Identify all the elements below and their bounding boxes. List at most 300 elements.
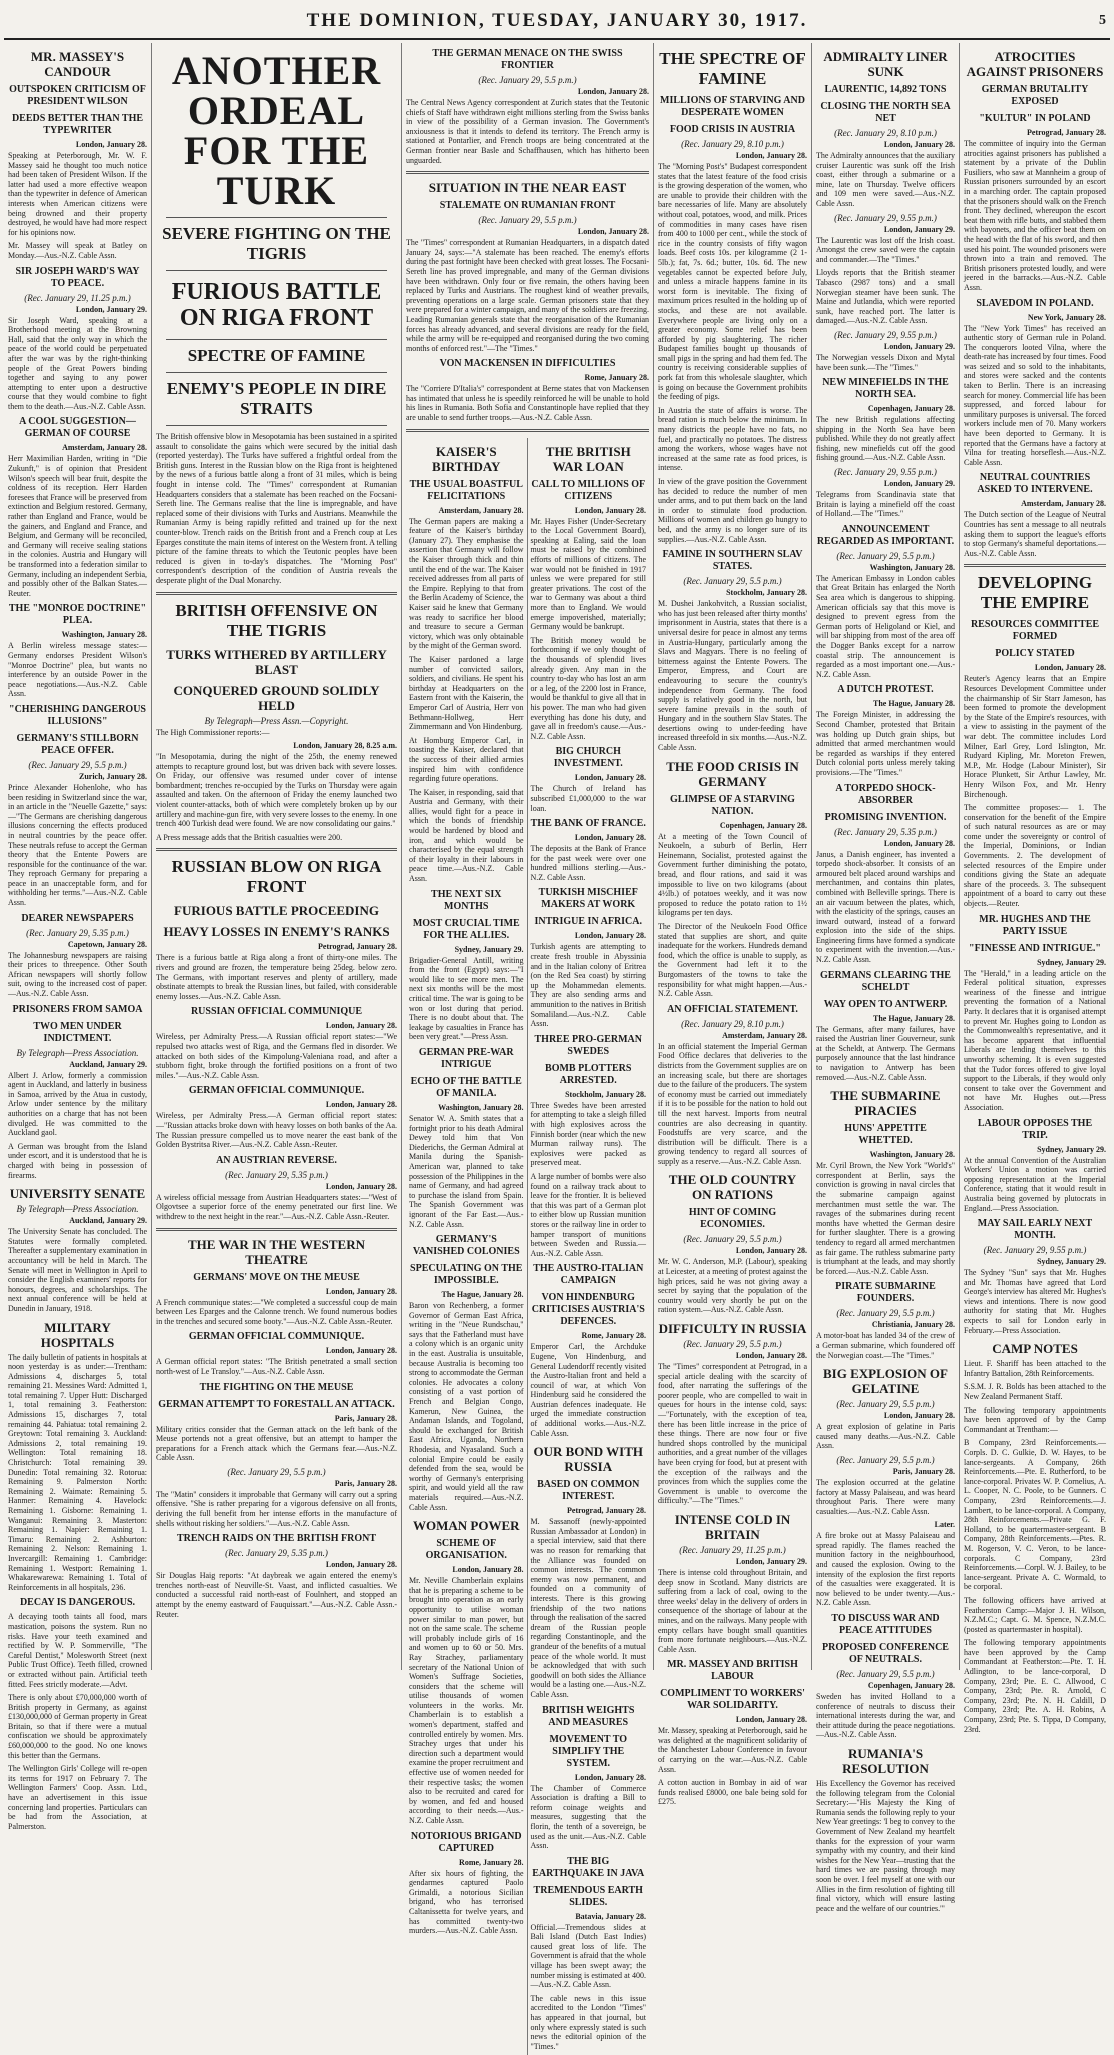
dateline: Rome, January 28.	[584, 373, 649, 383]
headline: THE "MONROE DOCTRINE" PLEA.	[8, 603, 147, 627]
dateline: London, January 28.	[883, 838, 955, 848]
dateline: Sydney, January 29.	[454, 944, 524, 954]
article-paragraph: At a meeting of the Town Council of Neukoeln, a suburb of Berlin, Herr Heinemann, Socialist, protested against the Government further diminishing the potato, bread, and flour rations, and said it was impossible to live on two kilograms (about 4½lb.) of potatoes weekly, and it was now proposed to reduce the potato ration to 1½ kilograms per ten days.	[658, 831, 807, 918]
dateline: London, January 28.	[574, 1772, 646, 1782]
headline: GERMAN OFFICIAL COMMUNIQUE.	[188, 1331, 365, 1343]
received-line: By Telegraph—Press Association.	[16, 1047, 139, 1058]
headline: THE BIG EARTHQUAKE IN JAVA	[532, 1855, 645, 1879]
article-paragraph: A Press message adds that the British casualties were 200.	[156, 832, 343, 842]
headline: GERMAN BRUTALITY EXPOSED	[981, 84, 1089, 107]
headline: GLIMPSE OF A STARVING NATION.	[670, 793, 795, 817]
article-paragraph: The following temporary appointments have been approved by the Camp Commandant at Featherston:—Pte. T. H. Adlington, to be lance-corporal, D Company, 23rd; Pte. E. C. Allwood, C Company, 23rd; Pte. R. Arnold, C Company, 23rd; Pte. N. H. Caldill, D Company, 23rd; Pte. A. H. Robins, A Company, 23rd; Pte. S. Tippa, D Company, 23rd.	[964, 1638, 1106, 1734]
article-paragraph: The cable news in this issue accredited to the London "Times" has appeared in that journal, but only where expressly stated is such news the editorial opinion of the "Times."	[530, 1993, 646, 2051]
headline: MILITARY HOSPITALS	[40, 1319, 115, 1350]
article-paragraph: Sir Douglas Haig reports: "At daybreak we again entered the enemy's trenches north-east of Neuville-St. Vaast, and inflicted casualties. We conducted a successful raid north-east of Foulnhert, and stopped an attempt by the enemy eastward of Fauquissart."—Aus.-N.Z. Cable Assn.-Reuter.	[156, 1571, 397, 1619]
article-paragraph: Herr Maximilian Harden, writing in "Die Zukunft," is of opinion that President Wilson's speech will bear fruit, despite the coldness of its reception. Herr Harden foresees that France will be preserved from extinction and Belgium restored. Germany, rather than England and France, would be the gainers, and England and France, and Belgium, and Germany will be reconciled, and Germany will receive sealing stations in the colonies. Austria and Hungary will be transformed into a federation similar to Germany, including an independent Serbia, and possibly other of the Balkan States.—Reuter.	[8, 454, 147, 598]
columns	[4, 43, 1110, 2051]
dateline: London, January 29.	[735, 1556, 807, 1566]
headline: THE NEXT SIX MONTHS	[431, 888, 502, 912]
headline: FURIOUS BATTLE ON RIGA FRONT	[171, 279, 382, 331]
dateline: Stockholm, January 28.	[726, 588, 807, 598]
article-paragraph: Wireless, per Admiralty Press.—A German official report states:—"Russian attacks broke down with heavy losses on both banks of the Aa. The Russian pressure compelled us to move nearer the east bank of the Golden Bystritsa River.—Aus.-N.Z. Cable Assn.-Reuter.	[156, 1111, 397, 1150]
article-paragraph: The High Commissioner reports:—	[156, 727, 270, 737]
article-paragraph: His Excellency the Governor has received the following telegram from the Colonial Secretary:—"His Majesty the King of Rumania sends the following reply to your New Year greetings: 'I beg to convey to the Government of New Zealand my heartfelt thanks for the expression of your warm sympathy with my country, and their kind wishes for the New Year—trusting that the hard times we are passing through may soon be over. I feel myself at one with our Allies in the firm resolution of fighting till final victory, which will ensure lasting peace and the welfare of our countries.'"	[816, 1779, 955, 1913]
article-paragraph: Turkish agents are attempting to create fresh trouble in Abyssinia and in the Italian colony of Eritrea (on the Red Sea coast) by stirring up the Mohammedan elements. They are also sending arms and ammunition to the natives in British Somaliland.—Aus.-N.Z. Cable Assn.	[530, 942, 646, 1029]
headline: BRITISH WEIGHTS AND MEASURES	[542, 1704, 635, 1728]
dateline: London, January 28.	[735, 1246, 807, 1256]
dateline: Paris, January 28.	[892, 1466, 955, 1476]
article-paragraph: A fire broke out at Massy Palaiseau and spread rapidly. The flames reached the munition factory in the neighbourhood, and caused the explosion. Owing to the intensity of the explosion the first reports of the casualties were exaggerated. It is now believed to be under twenty.—Aus.-N.Z. Cable Assn.	[816, 1531, 955, 1608]
article-paragraph: Emperor Carl, the Archduke Eugene, Von Hindenburg, and General Ludendorff recently visited the Austro-Italian front and held a council of war, at which Von Hindenburg said he considered the Austrian defences inadequate. He urged the immediate construction of additional works.—Aus.-N.Z. Cable Assn.	[530, 1342, 646, 1438]
headline: NEUTRAL COUNTRIES ASKED TO INTERVENE.	[977, 472, 1093, 496]
headline: ATROCITIES AGAINST PRISONERS	[966, 49, 1104, 79]
article-paragraph: Mr. Cyril Brown, the New York "World's" correspondent at Berlin, says the conviction is growing in naval circles that the submarine campaign against merchantmen must settle the war. The ravages of the submarines during recent months have whetted the German desire for further slaughter. There is a growing tendency to regard all armed merchantmen as fair game. The ruthless submarine party is triumphant at the leads, and may shortly be forced.—Aus.-N.Z. Cable Assn.	[816, 1161, 955, 1276]
article-paragraph: The Laurentic was lost off the Irish coast. Amongst the crew saved were the captain and commander.—The "Times."	[816, 235, 955, 264]
dateline: London, January 28.	[1034, 663, 1106, 673]
section-divider	[964, 564, 1106, 567]
headline: GERMANY'S VANISHED COLONIES	[412, 1234, 520, 1258]
article-paragraph: The committee proposes:— 1. The conservation for the benefit of the Empire of such natural resources as are or may come under the sovereignty or control of the Imperial, Dominions, or Indian Governments. 2. The development of selected resources of the Empire under conditions giving the State an adequate share of the proceeds. 3. The subsequent appointment of a board to carry out these objects.—Reuter.	[964, 803, 1106, 909]
dateline: London, January 28.	[574, 931, 646, 941]
headline: WAY OPEN TO ANTWERP.	[823, 998, 948, 1010]
article-paragraph: A German was brought from the Island under escort, and it is understood that he is charged with being in possession of firearms.	[8, 1141, 147, 1180]
headline: MOST CRUCIAL TIME FOR THE ALLIES.	[412, 917, 520, 941]
article-paragraph: The University Senate has concluded. The Statutes were formally completed. Thereafter a supplementary examination in accountancy will be held in March. The Senate will meet in Wellington in April to consider the English examiners' reports for honours, degrees, and scholarships. The next annual conference will be held at Dunedin in January, 1918.	[8, 1227, 147, 1313]
received-line: (Rec. January 29, 8.10 p.m.)	[681, 139, 784, 149]
article-paragraph: A large number of bombs were also found on a railway track about to leave for the frontier. It is believed that this was part of a German plot to either blow up Russian munition stores or the railway line in order to hamper transport of munitions between Sweden and Russia.—Aus.-N.Z. Cable Assn.	[530, 1171, 646, 1258]
dateline: Washington, January 28.	[869, 1150, 955, 1160]
article-paragraph: The "New York Times" has received an authentic story of German rule in Poland. The conquerors looted Vilna, where the death-rate has increased by four times. Food was seized and so sold to the inhabitants, and stores were sacked and the contents taken to Berlin. There is an increasing search for money. Commercial life has been suppressed, and forced labour for unmilitary purposes is universal. The forced workers include men of 70. Many workers have been deported to Germany. It is reported that the Germans have a factory at Vilna for treating horseflesh.—Aus.-N.Z. Cable Assn.	[964, 323, 1106, 467]
dateline: Later.	[934, 1520, 955, 1530]
headline: CLOSING THE NORTH SEA NET	[820, 101, 951, 124]
headline: SIR JOSEPH WARD'S WAY TO PEACE.	[15, 265, 140, 289]
headline: TO DISCUSS WAR AND PEACE ATTITUDES	[831, 1613, 940, 1637]
dateline: Amsterdam, January 28.	[438, 505, 524, 515]
received-line: By Telegraph—Press Association.	[16, 1204, 139, 1215]
headline: NOTORIOUS BRIGAND CAPTURED	[410, 1830, 522, 1854]
headline: THE FOOD CRISIS IN GERMANY	[666, 758, 799, 789]
headline: THE SUBMARINE PIRACIES	[830, 1088, 941, 1119]
article-paragraph: In view of the grave position the Government has decided to reduce the number of men under arms, and to put them back on the land in order to stimulate food production. Millions of women and children go hungry to bed, and the army is no longer sure of its supplies.—Aus.-N.Z. Cable Assn.	[658, 477, 807, 544]
headline: CAMP NOTES	[992, 1341, 1078, 1357]
dateline: Stockholm, January 28.	[565, 1089, 646, 1099]
dateline: Zurich, January 28.	[78, 771, 147, 781]
article-paragraph: Mr. W. C. Anderson, M.P. (Labour), speaking at Leicester, at a meeting of protest against the high prices, said he was not giving away a secret by saying that the population of the country would very shortly be put on the ration system.—Aus.-N.Z. Cable Assn.	[658, 1257, 807, 1315]
headline: VON HINDENBURG CRITICISES AUSTRIA'S DEFENCES.	[531, 1292, 645, 1328]
headline: GERMANS CLEARING THE SCHELDT	[820, 969, 951, 993]
column-3-top	[406, 48, 649, 432]
column-3-split	[406, 438, 649, 2055]
headline: THE AUSTRO-ITALIAN CAMPAIGN	[533, 1263, 644, 1287]
headline: THE WAR IN THE WESTERN THEATRE	[187, 1236, 365, 1267]
dateline: London, January 28.	[325, 1021, 397, 1031]
article-paragraph: Janus, a Danish engineer, has invented a torpedo shock-absorber. It consists of an armoured belt placed around warships and merchantmen, and contains thin plates, combined with Belleville springs. There is an air vacuum between the plates, which, with the elasticity of the springs, causes an inward outward, instead of a forward explosion into the side of the ships. Engineering firms have formed a syndicate to experiment with the invention.—Aus.-N.Z. Cable Assn.	[816, 849, 955, 965]
dateline: Amsterdam, January 28.	[1021, 499, 1106, 509]
article-paragraph: M. Sassanoff (newly-appointed Russian Ambassador at London) in a special interview, said that there was no reason for remarking that the Alliance was founded on common interests. The common enemy was now permanent, and founded on a community of interests. There is this growing friendship of the two nations through the realisation of the sacred dream of the Russian people regarding Constantinople, and the grandeur of the benefits of a mutual peace of the whole world. It must be acknowledged that with such goodwill on both sides the Alliance would be a lasting one.—Aus.-N.Z. Cable Assn.	[530, 1517, 646, 1699]
article-paragraph: Mr. Massey will speak at Batley on Monday.—Aus.-N.Z. Cable Assn.	[8, 241, 147, 260]
received-line: (Rec. January 29, 5.5 p.m.)	[478, 215, 577, 226]
headline: MR. HUGHES AND THE PARTY ISSUE	[979, 913, 1091, 937]
article-paragraph: The British money would be forthcoming if we only thought of the thousands of splendid lives already given. Any man in the country to-day who has lost an arm or a leg, of the 2200 lost in France, would be thankful to give all that in his power. The man who had given everything has done his duty, and gave all in freedom's cause.—Aus.-N.Z. Cable Assn.	[530, 635, 646, 741]
dateline: London, January 28.	[574, 505, 646, 515]
article-paragraph: The "Matin" considers it improbable that Germany will carry out a spring offensive. "She is rather preparing for a vigorous defensive on all fronts, deriving the full benefit from her intense efforts in the manufacture of shells without risking her soldiers."—Aus.-N.Z. Cable Assn.	[156, 1489, 397, 1528]
headline: TRENCH RAIDS ON THE BRITISH FRONT	[176, 1533, 377, 1545]
dateline: London, January 29.	[883, 479, 955, 489]
dateline: Copenhagen, January 28.	[867, 1681, 955, 1691]
dateline: Paris, January 28.	[334, 1413, 397, 1423]
article-paragraph: The Germans, after many failures, have raised the Austrian liner Gouverneur, sunk at the Scheldt, at Antwerp. The Germans purposely announce that the last hindrance to navigation to Antwerp has been removed.—Aus.-N.Z. Cable Assn.	[816, 1024, 955, 1082]
dateline: Sydney, January 29.	[1037, 957, 1106, 967]
dateline: London, January 28.	[75, 140, 147, 149]
section-divider	[156, 1228, 397, 1231]
headline: MR. MASSEY AND BRITISH LABOUR	[667, 1659, 798, 1683]
article-paragraph: Baron von Rechenberg, a former Governor of German East Africa, writing in the "Neue Rundschau," says that the Fatherland must have a colony which is an organic unity in the east. Australia is unsuitable, because Australia is becoming too strong to accommodate the German colonies. He advocates a colony consisting of a vast portion of French and Belgian Congo, Kamerun, New Guinea, the Andaman Islands, and Togoland, should be exchanged for British East Africa, Uganda, Northern Rhodesia, and Nyasaland. Such a colonial Empire could be easily defended from the sea, would be worthy of Germany's enterprising spirit, and would yield all the raw materials required.—Aus.-N.Z. Cable Assn.	[409, 1301, 524, 1512]
article-paragraph: Sir Joseph Ward, speaking at a Brotherhood meeting at the Browning Hall, said that the only way in which the peace of the world could be perpetuated after the war was by the right-thinking people of the Great Powers binding together and saying to any power attempting to enter upon a destructive course that they would combine to fight them to the death.—Aus.-N.Z. Cable Assn.	[8, 315, 147, 411]
received-line: (Rec. January 29, 11.25 p.m.)	[24, 292, 131, 303]
column-3a	[406, 438, 528, 2055]
article-paragraph: The "Herald," in a leading article on the Federal political situation, expresses weariness of the finesse and intrigue preventing the formation of a National Party. It declares that it is organised attempt to prevent Mr. Hughes going to London as the Commonwealth's representative, and it has become apparent that influential Liberals are lending themselves to this unworthy scheming. It is even suggested that the Tudor forces offered to give loyal support to the Liberals, if they would only consent to take over the Government and not have Mr. Hughes out.—Press Association.	[964, 968, 1106, 1112]
article-paragraph: The explosion occurred at the gelatine factory at Massy Palaiseau, and was heard throughout Paris. There were many casualties.—Aus.-N.Z. Cable Assn.	[816, 1477, 955, 1516]
headline: BIG CHURCH INVESTMENT.	[553, 746, 623, 770]
article-paragraph: After six hours of fighting, the gendarmes captured Paolo Grimaldi, a notorious Sicilian brigand, who has terrorised Caltanissetta for twelve years, and has committed twenty-two murders.—Aus.-N.Z. Cable Assn.	[409, 1868, 524, 1936]
headline: SITUATION IN THE NEAR EAST	[428, 180, 627, 196]
headline: GERMAN PRE-WAR INTRIGUE	[418, 1046, 514, 1070]
dateline: London, January 28.	[325, 1286, 397, 1296]
column-1	[4, 43, 152, 1831]
dateline: London, January 28.	[325, 1100, 397, 1110]
article-paragraph: Wireless, per Admiralty Press.—A Russian official report states:—"We repulsed two attacks west of Riga, and the Germans fled in disorder. We attacked on both sides of the Kimpolung-Valeniana road, and after a stubborn fight, broke through the fortified positions on a front of two miles."—Aus.-N.Z. Cable Assn.	[156, 1032, 397, 1080]
article-paragraph: There is intense cold throughout Britain, and deep snow in Scotland. Many districts are suffering from a lack of coal, owing to the three weeks' delay in the delivery of orders in consequence of the shortage of labour at the mines, and on the railways. Many people with empty cellars have bought small quantities from more fortunate neighbours.—Aus.-N.Z. Cable Assn.	[658, 1567, 807, 1654]
article-paragraph: "In Mesopotamia, during the night of the 25th, the enemy renewed attempts to recapture ground lost, but was driven back with severe losses. On Friday, our offensive was resumed under cover of intense bombardment; trenches re-occupied by the Turks on Thursday were again assaulted and taken. On the afternoon of Friday the enemy launched two violent counter-attacks, both of which were completely broken up by our artillery and machine-gun fire, with very severe losses to the enemy. In one trench 400 Turkish dead were found. We are now consolidating our gains."	[156, 752, 397, 829]
article-paragraph: Lloyds reports that the British steamer Tabasco (2987 tons) and a small Norwegian steamer have been sunk. The Maine and Jutlandia, which were reported sunk, have reached port. The latter is damaged.—Aus.-N.Z. Cable Assn.	[816, 268, 955, 326]
headline: MILLIONS OF STARVING AND DESPERATE WOMEN	[660, 95, 805, 118]
article-paragraph: Senator W. A. Smith states that a fortnight prior to his death Admiral Dewey told him that Von Diederichs, the German Admiral at Manila during the Spanish-American war, planned to take possession of the Philippines in the name of Germany, and had agreed to purchase the island from Spain. The Spanish Government was ignorant of the Far East.—Aus.-N.Z. Cable Assn.	[409, 1113, 524, 1229]
article-paragraph: The American Embassy in London cables that Great Britain has enlarged the North Sea area which is dangerous to shipping. American officials say that this move is designed to prevent egress from the German ports of Heligoland or Kiel, and will bar shipping from most of the area off the Dogger Banks except for a narrow coastal strip. The announcement is regarded as a most important one.—Aus.-N.Z. Cable Assn.	[816, 573, 955, 679]
headline: PROPOSED CONFERENCE OF NEUTRALS.	[822, 1642, 949, 1666]
dateline: London, January 28.	[735, 1351, 807, 1361]
headline: DEVELOPING THE EMPIRE	[977, 573, 1093, 613]
received-line: (Rec. January 29, 5.5 p.m.)	[227, 1466, 326, 1477]
received-line: (Rec. January 29, 5.35 p.m.)	[834, 826, 937, 837]
article-paragraph: Official.—Tremendous slides at Bali Island (Dutch East Indies) caused great loss of life. The Government is afraid that the whole village has been swept away; the number missing is estimated at 400.—Aus.-N.Z. Cable Assn.	[530, 1922, 646, 1990]
dateline: London, January 28.	[325, 1560, 397, 1570]
headline: "CHERISHING DANGEROUS ILLUSIONS"	[9, 703, 146, 727]
headline: GERMAN ATTEMPT TO FORESTALL AN ATTACK.	[158, 1398, 395, 1410]
article-paragraph: The "Times" correspondent at Petrograd, in a special article dealing with the scarcity of food, after narrating the sufferings of the poorer people, who are compelled to wait in queues for hours in the intense cold, says:—"Fortunately, with the exception of tea, there has been little increase in the price of these things. There are now four or five hundred shops controlled by the municipal authorities, and a great number of the villages have been crying for food, but at present with the exception of the railways and the provinces from which the supplies come the Government is unable to overcome the difficulty."—The "Times."	[658, 1362, 807, 1506]
headline: THREE PRO-GERMAN SWEDES	[534, 1033, 642, 1057]
headline: BIG EXPLOSION OF GELATINE	[823, 1366, 948, 1397]
headline: A TORPEDO SHOCK-ABSORBER	[835, 782, 936, 806]
dateline: London, January 28.	[577, 227, 649, 237]
column-3b	[528, 438, 650, 2055]
headline: VON MACKENSEN IN DIFFICULTIES	[439, 358, 616, 370]
article-paragraph: In Austria the state of affairs is worse. The bread ration is much below the minimum. In many districts the people have no fats, no fuel, and practically no potatoes. The distress among the workers, whose wages have not increased at the same rate as food prices, is intense.	[658, 405, 807, 473]
received-line: (Rec. January 29, 5.5 p.m.)	[28, 759, 127, 770]
article-paragraph: The Wellington Girls' College will re-open its terms for 1917 on February 7. The Wellington Farmers' Coop. Assn. Ltd., have an advertisement in this issue concerning land properties. Particulars can be had from the Association, at Palmerston.	[8, 1764, 147, 1831]
dateline: London, January 28.	[577, 87, 649, 96]
headline: THE FIGHTING ON THE MEUSE	[199, 1381, 354, 1393]
dateline: London, January 28.	[883, 140, 955, 149]
dateline: Copenhagen, January 28.	[867, 404, 955, 414]
dateline: Batavia, January 28.	[575, 1911, 646, 1921]
article-paragraph: The new British regulations affecting shipping in the North Sea have been published. While they do not greatly affect fishing, new minefields cut off the good fishing ground.—Aus.-N.Z. Cable Assn.	[816, 415, 955, 463]
received-line: (Rec. January 29, 9.55 p.m.)	[834, 212, 937, 223]
headline: A DUTCH PROTEST.	[837, 684, 934, 696]
headline: FAMINE IN SOUTHERN SLAV STATES.	[662, 549, 803, 573]
dateline: Copenhagen, January 28.	[719, 820, 807, 830]
dateline: Petrograd, January 28.	[567, 1506, 646, 1516]
dateline: Washington, January 28.	[869, 562, 955, 572]
article-paragraph: A wireless official message from Austrian Headquarters states:—"West of Olgovtsee a superior force of the enemy penetrated our first line. We withdrew to the next height in the rear."—Aus.-N.Z. Cable Assn.-Reuter.	[156, 1192, 397, 1221]
article-paragraph: Brigadier-General Antill, writing from the front (Egypt) says:—"I would like to see more men. The next six months will be the most critical time. The war is going to be won or lost during that period. There is no doubt about that. The leakage by casualties in France has been very great."—Press Assn.	[409, 955, 524, 1042]
dateline: Rome, January 28.	[459, 1857, 524, 1867]
received-line: (Rec. January 29, 9.55 p.m.)	[983, 1245, 1087, 1256]
article-paragraph: The deposits at the Bank of France for the past week were over one hundred millions sterling.—Aus.-N.Z. Cable Assn.	[530, 844, 646, 882]
article-paragraph: The "Times" correspondent at Rumanian Headquarters, in a dispatch dated January 24, says:—"A stalemate has been reached. The enemy's efforts during the past fortnight have been checked with great losses. The Focsani-Sereth line has proved impregnable, and many of the German divisions have been withdrawn. Only four or five remain, the others having been replaced by Turks and Austrians. The roughest kind of weather prevails, preventing operations on a large scale. German prisoners state that they were prepared for a winter campaign, and many of the soldiers are freezing. Leading Rumanian generals state that the reorganisation of the Rumanian forces has already advanced, and several divisions are ready for the field, while the army will be re-equipped and reorganised during the two coming months of enforced rest."—The "Times."	[406, 238, 649, 353]
dateline: Christiania, January 28.	[871, 1320, 955, 1330]
headline: COMPLIMENT TO WORKERS' WAR SOLIDARITY.	[660, 1688, 805, 1712]
dateline: London, January 28.	[325, 1346, 397, 1356]
headline: "FINESSE AND INTRIGUE."	[969, 942, 1101, 954]
article-paragraph: The Church of Ireland has subscribed £1,000,000 to the war loan.	[530, 784, 646, 813]
article-paragraph: The Kaiser pardoned a large number of convicted sailors, soldiers, and civilians. He spent his birthday at Headquarters on the Eastern front with the Kaiserin, the Emperor Carl of Austria, Herr von Bethmann-Hollweg, Herr Zimmermann and Von Hindenburg.	[409, 654, 524, 732]
column-rule	[166, 339, 387, 340]
article-paragraph: The Johannesburg newspapers are raising their prices to threepence. Other South African newspapers will shortly follow suit, owing to the increased cost of paper.—Aus.-N.Z. Cable Assn.	[8, 950, 147, 999]
received-line: (Rec. January 29, 9.55 p.m.)	[834, 329, 937, 340]
headline: NEW MINEFIELDS IN THE NORTH SEA.	[822, 377, 949, 401]
article-paragraph: The Sydney "Sun" says that Mr. Hughes and Mr. Thomas have agreed that Lord George's interview has altered Mr. Hughes's views and intentions. There is now good authority for stating that Mr. Hughes expects to sail for London early in February.—Press Association.	[964, 1268, 1106, 1335]
dateline: London, January 29.	[883, 341, 955, 351]
article-paragraph: A decaying tooth taints all food, mars mastication, poisons the system. Run no risks. Have your teeth examined and rectified by W. P. Sommerville, "The Careful Dentist," Molesworth Street (next Public Trust Office). Teeth filled, crowned or extracted without pain. Artificial teeth fitted. Fees strictly moderate.—Advt.	[8, 1612, 147, 1689]
article-paragraph: Mr. Massey, speaking at Peterborough, said he was delighted at the magnificent solidarity of the Manchester Labour Conference in favour of carrying on the war.—Aus.-N.Z. Cable Assn.	[658, 1726, 808, 1774]
dateline: London, January 28.	[883, 1411, 955, 1421]
article-paragraph: A German official report states: "The British penetrated a small section north-west of Le Transloy."—Aus.-N.Z. Cable Assn.	[156, 1357, 397, 1376]
headline: SPECTRE OF FAMINE	[187, 346, 366, 365]
dateline: Washington, January 28.	[438, 1102, 524, 1112]
article-paragraph: Speaking at Peterborough, Mr. W. F. Massey said he thought too much notice had been taken of President Wilson. If the latter had used a more effective weapon than the typewriter in defence of American interests when American citizens were being drowned and their property destroyed, he would have had more respect for his opinions now.	[8, 151, 147, 237]
section-divider	[406, 171, 649, 174]
headline: FOOD CRISIS IN AUSTRIA	[669, 124, 796, 135]
article-paragraph: A motor-boat has landed 34 of the crew of a German submarine, which foundered off the Norwegian coast.—The "Times."	[816, 1331, 955, 1360]
received-line: (Rec. January 29, 5.5 p.m.)	[836, 1399, 935, 1410]
newspaper-page	[4, 4, 1110, 2051]
dateline: Paris, January 28.	[334, 1478, 397, 1488]
headline: FURIOUS BATTLE PROCEEDING	[174, 903, 379, 919]
headline: OUR BOND WITH RUSSIA	[533, 1444, 644, 1475]
headline: PRISONERS FROM SAMOA	[12, 1003, 143, 1015]
headline: BASED ON COMMON INTEREST.	[537, 1479, 640, 1503]
article-paragraph: A cotton auction in Bombay in aid of war funds realised £8000, one bale being sold for £275.	[658, 1778, 807, 1807]
received-line: By Telegraph—Press Assn.—Copyright.	[204, 715, 349, 726]
article-paragraph: The Admiralty announces that the auxiliary cruiser Laurentic was sunk off the Irish coast, either through a submarine or a mine, late on Thursday. Twelve officers and 109 men were saved.—Aus.-N.Z. Cable Assn.	[816, 151, 955, 208]
received-line: (Rec. January 29, 5.5 p.m.)	[836, 550, 935, 561]
headline: TURKISH MISCHIEF MAKERS AT WORK	[538, 887, 638, 911]
article-paragraph: The following officers have arrived at Featherston Camp:—Major J. H. Wilson, N.Z.M.C.; Capt. G. M. Spence, N.Z.M.C. (posted as quartermaster in hospital).	[964, 1595, 1106, 1634]
dateline: Petrograd, January 28.	[1027, 128, 1106, 137]
article-paragraph: There is only about £70,000,000 worth of British property in Germany, as against £130,000,000 of German property in Great Britain, so that if there were a mutual confiscation we should be approximately £60,000,000 to the good. No one knows this better than the Germans.	[8, 1693, 147, 1760]
dateline: London, January 28.	[452, 1565, 524, 1575]
article-paragraph: A great explosion of gelatine in Paris caused many deaths.—Aus.-N.Z. Cable Assn.	[816, 1422, 955, 1451]
headline: GERMANY'S STILLBORN PEACE OFFER.	[16, 732, 139, 756]
headline: HEAVY LOSSES IN ENEMY'S RANKS	[163, 924, 390, 940]
article-paragraph: The Chamber of Commerce Association is drafting a Bill to reform coinage weights and measures, suggesting that the florin, the tenth of a sovereign, be used as the unit.—Aus.-N.Z. Cable Assn.	[530, 1783, 646, 1851]
dateline: Auckland, January 29.	[69, 1216, 147, 1226]
headline: RUMANIA'S RESOLUTION	[842, 1746, 929, 1776]
headline: ANOTHER ORDEAL FOR THE TURK	[171, 48, 382, 213]
headline: BOMB PLOTTERS ARRESTED.	[545, 1062, 632, 1086]
headline: MOVEMENT TO SIMPLIFY THE SYSTEM.	[549, 1733, 627, 1769]
article-paragraph: The British offensive blow in Mesopotamia has been sustained in a spirited assault to consolidate the gains which were secured by the initial dash (reported yesterday). The Turks have suffered a frightful ordeal from the British guns. Interest in the Russian blow on the Riga front is heightened by the news of a furious battle along a front of 31 miles, which is being fought in intense cold. The "Times" correspondent at Rumanian Headquarters considers that a stalemate has been reached on the Focsani-Sereth line. The Germans realise that the line is impregnable, and have replaced some of their divisions with Turks and Austrians. Meanwhile the Rumanian Army is being rapidly refitted and trained up for the next counter-blow. Trench raids on the British front and a French coup at Les Eparges constitute the main items of interest on the Western front. A telling picture of the famine threats to which the Teutonic peoples have been reduced is given in to-day's dispatches. The "Morning Post" correspondent's description of the condition of Austria reveals the desperate plight of the Dual Monarchy.	[156, 432, 397, 585]
column-5	[812, 43, 960, 1913]
headline: AN OFFICIAL STATEMENT.	[667, 1003, 798, 1015]
headline: DIFFICULTY IN RUSSIA	[658, 1321, 807, 1337]
article-paragraph: Telegrams from Scandinavia state that Britain is laying a minefield off the coast of Holland.—The "Times."	[816, 490, 955, 519]
received-line: (Rec. January 29, 5.5 p.m.)	[683, 1339, 782, 1350]
article-paragraph: The Director of the Neukoeln Food Office stated that supplies are short, and quite inadequate for the workers. Hundreds demand food, which the office is unable to supply, as the Government had left it to the Burgomasters of the towns to take the responsibility for what might happen.—Aus.-N.Z. Cable Assn.	[658, 922, 807, 999]
headline: MR. MASSEY'S CANDOUR	[30, 49, 125, 79]
article-paragraph: Lieut. F. Shariff has been attached to the Infantry Battalion, 28th Reinforcements.	[964, 1359, 1106, 1378]
masthead-title: THE DOMINION, TUESDAY, JANUARY 30, 1917.	[306, 10, 808, 31]
headline: SPECULATING ON THE IMPOSSIBLE.	[410, 1263, 523, 1287]
headline: BRITISH OFFENSIVE ON THE TIGRIS	[175, 600, 378, 640]
received-line: (Rec. January 29, 8.10 p.m.)	[681, 1018, 784, 1029]
dateline: Auckland, January 29.	[69, 1059, 147, 1069]
column-rule	[166, 217, 387, 218]
dateline: Petrograd, January 28.	[318, 942, 397, 952]
headline: PIRATE SUBMARINE FOUNDERS.	[835, 1281, 936, 1305]
article-paragraph: S.S.M. J. R. Bolds has been attached to the New Zealand Permanent Staff.	[964, 1382, 1106, 1402]
received-line: (Rec. January 29, 11.25 p.m.)	[679, 1544, 786, 1555]
headline: OUTSPOKEN CRITICISM OF PRESIDENT WILSON	[9, 84, 146, 107]
article-paragraph: Military critics consider that the German attack on the left bank of the Meuse portends not a great offensive, but an attempt to hamper the preparations for a French attack which the Germans fear.—Aus.-N.Z. Cable Assn.	[156, 1424, 397, 1463]
headline: MAY SAIL EARLY NEXT MONTH.	[977, 1218, 1093, 1242]
dateline: London, January 29.	[883, 224, 955, 234]
headline: ECHO OF THE BATTLE OF MANILA.	[410, 1075, 522, 1099]
article-paragraph: M. Dushei Jankohvitch, a Russian socialist, who has just been released after thirty months' imprisonment in Austria, states that there is a universal desire for peace in almost any terms in Austria-Hungary, particularly among the Slavs and Magyars. There is no feeling of bitterness against the Entente Powers. The Emperor, Empress, and Court are endeavouring to secure the country's independence from Germany. The food supply is relatively good in the north, but severe famine prevails in the south of Hungary and in the southern Slav States. The desertions owing to under-feeding have increased threefold in six months.—Aus.-N.Z. Cable Assn.	[658, 599, 807, 753]
dateline: London, January 28, 8.25 a.m.	[293, 741, 397, 751]
headline: WOMAN POWER	[412, 1518, 520, 1534]
headline: ENEMY'S PEOPLE IN DIRE STRAITS	[166, 379, 387, 418]
article-paragraph: The committee of inquiry into the German atrocities against prisoners has published a statement by a private of the Dublin Fusiliers, who saw at Mannheim a group of Russian prisoners surrounded by an escort in a marching order. The captain proposed that the prisoners should walk on the French front. They declined, whereupon the escort beat them with rifle butts, and stabbed them with bayonets, and the officer beat them on the head with the flat of his sword, and then used his point. The wounded prisoners were thrown into a train and removed. The British prisoners protested loudly, and were jeered in the barracks.—Aus.-N.Z. Cable Assn.	[964, 139, 1106, 292]
headline: THE BANK OF FRANCE.	[530, 818, 646, 830]
headline: RUSSIAN BLOW ON RIGA FRONT	[171, 857, 382, 897]
dateline: Sydney, January 29.	[1037, 1257, 1106, 1267]
article-paragraph: The Central News Agency correspondent at Zurich states that the Teutonic chiefs of Staff have withdrawn eight millions sterling from the Swiss banks in view of the possibility of a German invasion. The Government's anxiousness is that it intends to defend its territory. The French army is stationed at Pontarlier, and French troops are being concentrated at the German frontier near Basle and Schaffhausen, which has hitherto been unguarded.	[406, 98, 649, 165]
headline: TURKS WITHERED BY ARTILLERY BLAST	[166, 646, 387, 677]
headline: TREMENDOUS EARTH SLIDES.	[533, 1884, 643, 1908]
headline: HUNS' APPETITE WHETTED.	[844, 1123, 927, 1147]
headline: KAISER'S BIRTHDAY	[432, 443, 501, 474]
dateline: Rome, January 28.	[581, 1331, 646, 1341]
headline: DECAY IS DANGEROUS.	[19, 1597, 136, 1609]
column-rule	[166, 372, 387, 373]
article-paragraph: The "Corriere D'Italia's" correspondent at Berne states that von Mackensen has intimated that unless he is speedily reinforced he will be unable to hold his lines in Rumania. Both Sofia and Constantinople have replied that they are unable to send further troops.—Aus.-N.Z. Cable Assn.	[406, 384, 649, 423]
article-paragraph: A French communique states:—"We completed a successful coup de main between Les Eparges and the Calonne trench. We found numerous bodies in the trenches and secured some booty."—Aus.-N.Z. Cable Assn.-Reuter.	[156, 1297, 397, 1326]
received-line: (Rec. January 29, 5.5 p.m.)	[836, 1308, 935, 1319]
column-6	[960, 43, 1110, 1734]
dateline: London, January 28.	[574, 833, 646, 843]
headline: GERMAN OFFICIAL COMMUNIQUE.	[188, 1085, 365, 1097]
headline: ADMIRALTY LINER SUNK	[823, 49, 948, 79]
dateline: Capetown, January 28.	[67, 939, 147, 949]
article-paragraph: The "Morning Post's" Budapest correspondent states that the latest feature of the food crisis is the growing desperation of the women, who are unable to provide their children with the bare necessaries of life. Many are absolutely without coal, potatoes, wood, and milk. Prices of commodities in many cases have risen from 400 to 1000 per cent., while the stock of rice in the country consists of fifty wagon loads. Beef costs 10s. per kilogramme (2 1-5lb.); fat, 7s. 6d.; butter, 10s. 6d. The new vegetables cannot be expected before July, and unless a miracle happens famine in its worst form is inevitable. The fixing of maximum prices resulted in the holding up of stocks, and these are not available. Everywhere people are living only on a greater economy. Some relief has been afforded by pig slaughtering. The richer Budapest families bought up thousands of small pigs in the spring and had them fed. The country is receiving considerable supplies of pork fat from this wholesale slaughter, which is going on because the Government prohibits the feeding of pigs.	[658, 162, 807, 402]
dateline: Sydney, January 29.	[1037, 1144, 1106, 1154]
article-paragraph: Sweden has invited Holland to a conference of neutrals to discuss their international interests during the war, and their attitude during the peace negotiations.—Aus.-N.Z. Cable Assn.	[816, 1692, 955, 1740]
received-line: (Rec. January 29, 5.35 p.m.)	[26, 927, 129, 938]
headline: TWO MEN UNDER INDICTMENT.	[33, 1020, 122, 1044]
received-line: (Rec. January 29, 5.35 p.m.)	[225, 1548, 328, 1559]
headline: RUSSIAN OFFICIAL COMMUNIQUE	[190, 1006, 363, 1018]
article-paragraph: The Kaiser, in responding, said that Austria and Germany, with their allies, would fight for a peace in which the bonds of friendship would be hardened by blood and iron, and which would be characterised by the equal strength of their loyalty in their labours in peace time.—Aus.-N.Z. Cable Assn.	[409, 787, 524, 884]
headline: CONQUERED GROUND SOLIDLY HELD	[173, 682, 380, 713]
article-paragraph: There is a furious battle at Riga along a front of thirty-one miles. The rivers and ground are frozen, the temperature being 25deg. below zero. The Germans, with important reserves and plenty of artillery, made obstinate attempts to break the Russian lines, but failed, with considerable enemy losses.—Aus.-N.Z. Cable Assn.	[156, 953, 397, 1001]
headline: POLICY STATED	[995, 648, 1075, 660]
article-paragraph: Mr. Neville Chamberlain explains that he is preparing a scheme to be brought into operation as an early opportunity to utilise woman power similar to man power, but not on the same scale. The scheme will probably include girls of 16 and women up to 60 or 50. Mrs. Ray Strachey, parliamentary secretary of the National Union of Women's Suffrage Societies, considers that the scheme will utilise thousands of women volunteers in the works. Mr. Chamberlain is to establish a women's department, staffed and controlled entirely by women. Mrs. Strachey urges that under his direction such a department would examine the proper recruitment and effective use of women needed for their respective tasks; the women also to be recruited and cared for by women, and fed and housed according to their needs.—Aus.-N.Z. Cable Assn.	[409, 1576, 524, 1825]
headline: A COOL SUGGESTION—GERMAN OF COURSE	[19, 416, 136, 440]
headline: INTRIGUE IN AFRICA.	[534, 916, 642, 928]
received-line: (Rec. January 29, 5.35 p.m.)	[225, 1169, 328, 1180]
column-rule	[166, 425, 387, 426]
dateline: London, January 29.	[75, 304, 147, 314]
dateline: New York, January 28.	[1027, 312, 1106, 322]
headline: CALL TO MILLIONS OF CITIZENS	[531, 478, 646, 502]
article-paragraph: Reuter's Agency learns that an Empire Resources Development Committee under the chairmanship of Sir Starr Jameson, has been formed to promote the development by the State of the Empire's resources, with a view to assisting in the payment of the war debt. The committee includes Lord Milner, Earl Grey, Lord Islington, Mr. Rudyard Kipling, Mr. Moreton Frewen, M.P., Mr. Hodge (Labour Minister), Sir Horace Plunkett, Sir Arthur Lawley, Mr. Henry Wilson Fox, and Mr. Henry Birchenough.	[964, 674, 1106, 799]
headline: THE USUAL BOASTFUL FELICITATIONS	[409, 478, 523, 502]
dateline: London, January 28.	[735, 1715, 807, 1725]
headline: PROMISING INVENTION.	[824, 811, 947, 823]
headline: SCHEME OF ORGANISATION.	[425, 1538, 507, 1562]
section-divider	[406, 429, 649, 432]
received-line: (Rec. January 29, 5.5 p.m.)	[683, 576, 782, 587]
headline: "KULTUR" IN POLAND	[979, 113, 1091, 124]
article-paragraph: Mr. Hayes Fisher (Under-Secretary to the Local Government Board), speaking at Ealing, said the loan must be raised by the combined efforts of millions of citizens. The war would not be finished in 1917 unless we were prepared for still greater privations. The cost of the war to Germany was about a third more than to England. We would emerge impoverished, materially; Germany would be bankrupt.	[530, 516, 646, 632]
headline: ANNOUNCEMENT REGARDED AS IMPORTANT.	[816, 523, 955, 547]
article-paragraph: A Berlin wireless message states:—Germany endorses President Wilson's "Monroe Doctrine" plea, but wants no interference by an outside Power in the peace negotiations.—Aus.-N.Z. Cable Assn.	[8, 641, 147, 699]
dateline: The Hague, January 28.	[872, 1013, 955, 1023]
dateline: The Hague, January 28.	[872, 699, 955, 709]
headline: RESOURCES COMMITTEE FORMED	[970, 619, 1100, 643]
article-paragraph: Prince Alexander Hohenlohe, who has been residing in Switzerland since the war, in an article in the "Neuelle Gazette," says:—"The Germans are cherishing dangerous illusions concerning the effects produced in neutral countries by the peace offer. These neutrals refuse to accept the German theory that the Entente Powers are responsible for the continuance of the war. They reproach Germany for preparing a peace in an unacceptable form, and for withholding her terms."—Aus.-N.Z. Cable Assn.	[8, 782, 147, 908]
received-line: (Rec. January 29, 5.5 p.m.)	[478, 75, 577, 85]
headline: UNIVERSITY SENATE	[9, 1186, 146, 1202]
headline: GERMANS' MOVE ON THE MEUSE	[193, 1271, 360, 1283]
headline: SEVERE FIGHTING ON THE TIGRIS	[162, 224, 391, 263]
headline: THE SPECTRE OF FAMINE	[659, 49, 806, 88]
headline: AN AUSTRIAN REVERSE.	[216, 1154, 337, 1166]
article-paragraph: Three Swedes have been arrested for attempting to take a sleigh filled with high explosives across the Finnish border (near which the new Murman railway runs). The explosives were packed as preserved meat.	[530, 1100, 646, 1168]
article-paragraph: The Dutch section of the League of Neutral Countries has sent a message to all neutrals asking them to support the league's efforts to stop Germany's shameful deportations.—Aus.-N.Z. Cable Assn.	[964, 510, 1106, 558]
headline: LABOUR OPPOSES THE TRIP.	[977, 1117, 1093, 1141]
headline: THE BRITISH WAR LOAN	[545, 443, 631, 474]
dateline: London, January 28.	[735, 151, 807, 160]
article-paragraph: B Company, 23rd Reinforcements.—Corpls. D. C. Gulkie, D. W. Hayes, to be lance-sergeants. A Company, 26th Reinforcements.—Pte. E. Rutherford, to be lance-corporal. Privates W. P. Cornelius, A. L. Cooper, N. C. Poole, to be Gunners. C Company, 23rd Reinforcements.—J. Lambert, to be lance-corporal. A Company, 28th Reinforcements.—Private G. F. Holland, to be quartermaster-sergeant. B Company, 28th Reinforcements.—Ptes. R. M. Rogerson, V. C. Veron, to be lance-corporals. C Company, 23rd Reinforcements.—Corpl. W. J. Bailey, to be lance-sergeant. Private A. C. Wormald, to be corporal.	[964, 1438, 1106, 1592]
headline: STALEMATE ON RUMANIAN FRONT	[439, 200, 616, 212]
received-line: (Rec. January 29, 8.10 p.m.)	[834, 128, 937, 138]
dateline: The Hague, January 28.	[441, 1290, 524, 1300]
headline: LAURENTIC, 14,892 TONS	[824, 84, 947, 95]
column-3	[402, 43, 654, 2051]
article-paragraph: Albert J. Arlow, formerly a commission agent in Auckland, and latterly in business in Samoa, arrived by the Atua in custody, Arlow under sentence by the military authorities on a charge that has not been divulged. He was committed to the Auckland gaol.	[8, 1070, 147, 1138]
dateline: Washington, January 28.	[61, 630, 147, 640]
article-paragraph: The daily bulletin of patients in hospitals at noon yesterday is as under:—Trentham: Admissions 4, discharges 5, total remaining 21. Messines Ward: Admitted 1, total remaining 7. Upper Hutt: Discharged 1, total remaining 3. Featherston: Admissions 15, discharges 7, total remaining 44. Pahiatua: total remaining 2. Greytown: Total remaining 3. Auckland: Admissions 2, total remaining 19. Wellington: Total remaining 18. Christchurch: Total remaining 39. Dunedin: Total remaining 32. Rotorua: Remaining 9. Palmerston North: Remaining 2. Waimate: Remaining 5. Hanmer: Remaining 4. Havelock: Remaining 1. Gisborne: Remaining 1. Wanganui: Remaining 3. Masterton: Remaining 1. Napier: Remaining 1. Timaru: Remaining 2. Ashburton: Remaining 2. Nelson: Remaining 1. Invercargill: Remaining 1. Cambridge: Remaining 1. Westport: Remaining 1. Whakarewarewa: Remaining 1. Total of Reinforcements in all hospitals, 236.	[8, 1352, 147, 1592]
page-number: 5	[1099, 13, 1106, 28]
section-divider	[156, 848, 397, 851]
received-line: (Rec. January 29, 5.5 p.m.)	[836, 1669, 935, 1680]
headline: DEARER NEWSPAPERS	[21, 912, 134, 924]
column-rule	[166, 270, 387, 271]
received-line: (Rec. January 29, 9.55 p.m.)	[834, 467, 937, 478]
headline: INTENSE COLD IN BRITAIN	[674, 1511, 791, 1542]
